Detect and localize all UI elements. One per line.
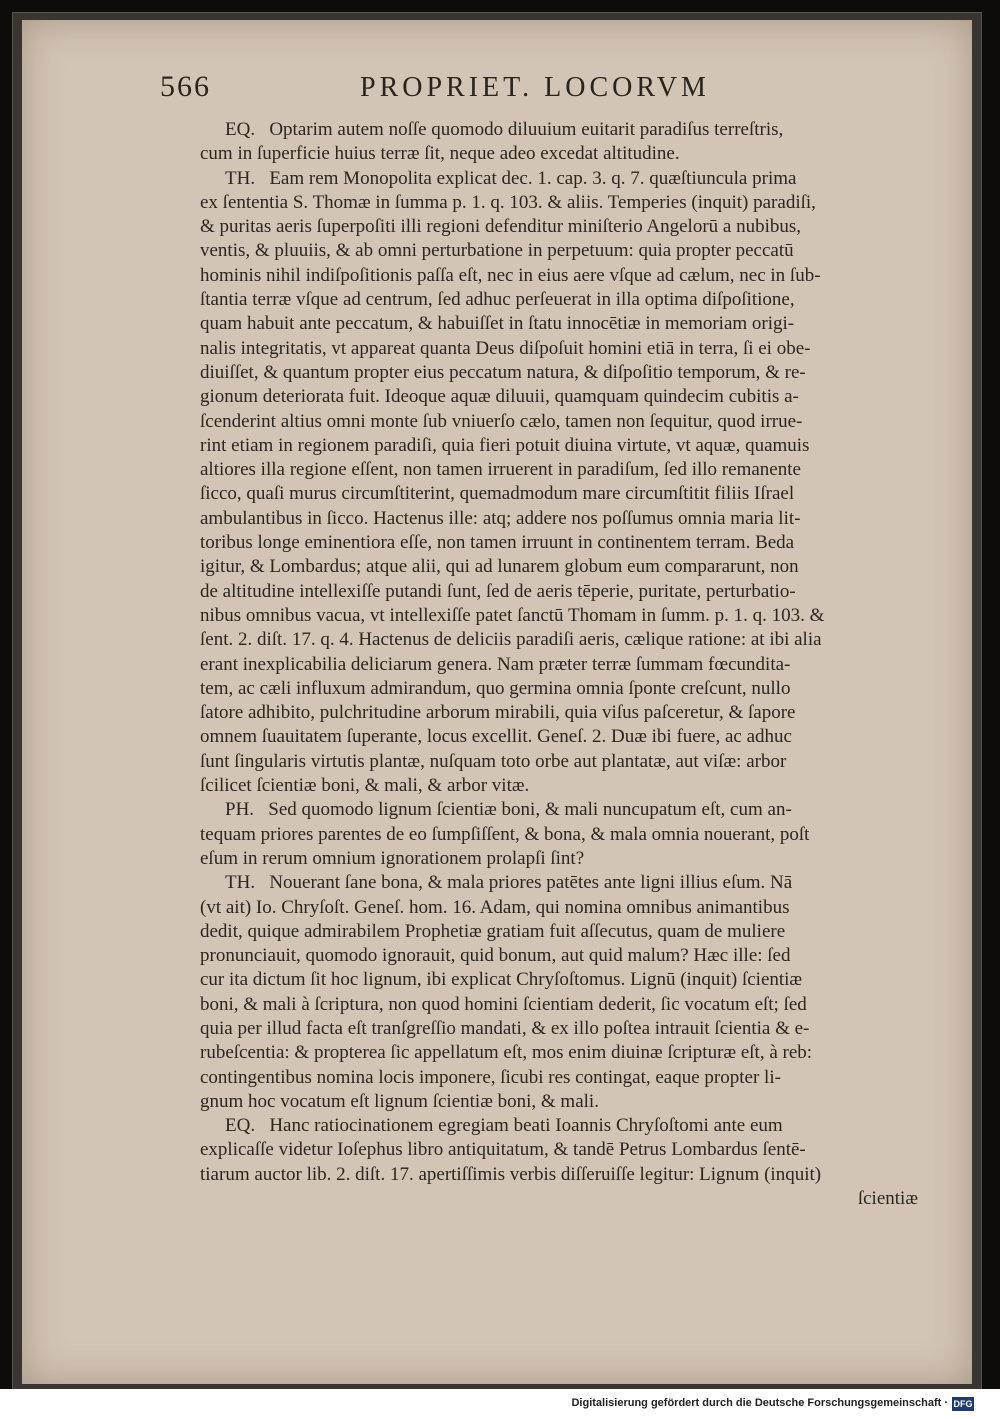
page-header [160, 70, 820, 110]
text-line: PH. Sed quomodo lignum ſcientiæ boni, & mali nuncupatum eſt, cum an- [225, 799, 792, 821]
text-line: cur ita dictum ſit hoc lignum, ibi explicat Chryſoſtomus. Lignū (inquit) ſcientiæ [200, 969, 803, 991]
body-text [200, 118, 920, 1211]
dfg-logo: DFG [953, 1399, 973, 1409]
text-line: nibus omnibus vacua, vt intellexiſſe patet ſanctū Thomam in ſumm. p. 1. q. 103. & [200, 604, 825, 626]
text-line: (vt ait) Io. Chryſoſt. Geneſ. hom. 16. Adam, qui nomina omnibus animantibus [200, 896, 790, 918]
text-line: igitur, & Lombardus; atque alii, qui ad lunarem globum eum compararunt, non [200, 556, 799, 578]
text-line: & puritas aeris ſuperpoſiti illi regioni defenditur miniſterio Angelorū a nubibus, [200, 216, 802, 238]
text-line: rubeſcentia: & propterea ſic appellatum eſt, mos enim diuinæ ſcripturæ eſt, à reb: [200, 1042, 813, 1064]
text-line: de altitudine intellexiſſe putandi ſunt, ſed de aeris tēperie, puritate, perturbatio- [200, 580, 796, 602]
text-line: EQ. Optarim autem noſſe quomodo diluuium euitarit paradiſus terreſtris, [225, 119, 784, 140]
text-line: ſcenderint altius omni monte ſub vniuerſo cælo, tamen non ſequitur, quod irrue- [200, 410, 803, 432]
text-line: ſicco, quaſi murus circumſtiterint, quemadmodum mare circumſtitit filiis Iſrael [200, 483, 795, 505]
text-line: boni, & mali à ſcriptura, non quod homini ſcientiam dederit, ſic vocatum eſt; ſed [200, 993, 807, 1015]
text-line: quam habuit ante peccatum, & habuiſſet in ſtatu innocētiæ in memoriam origi- [200, 313, 795, 335]
text-line: gionum deteriorata fuit. Ideoque aquæ diluuii, quamquam quindecim cubitis a- [200, 386, 799, 408]
text-line: hominis nihil indiſpoſitionis paſſa eſt, nec in eius aere vſque ad cælum, nec in ſub- [200, 264, 821, 286]
text-line: ex ſententia S. Thomæ in ſumma p. 1. q. 103. & aliis. Temperies (inquit) paradiſi, [200, 191, 816, 213]
text-line: diuiſſet, & quantum propter eius peccatum natura, & diſpoſitio temporum, & re- [200, 361, 806, 383]
text-line: ſunt ſingularis virtutis plantæ, nuſquam toto orbe aut plantatæ, aut viſæ: arbor [200, 750, 787, 772]
text-line: tiarum auctor lib. 2. diſt. 17. apertiſſimis verbis diſſeruiſſe legitur: Lignum (inquit) [200, 1163, 822, 1185]
text-line: cum in ſuperficie huius terræ ſit, neque adeo excedat altitudine. [200, 143, 680, 165]
text-line: ſcilicet ſcientiæ boni, & mali, & arbor vitæ. [200, 775, 530, 797]
text-line: ventis, & pluuiis, & ab omni perturbatione in perpetuum: quia propter peccatū [200, 240, 794, 262]
text-line: ſatore adhibito, pulchritudine arborum mirabili, quia viſus paſceretur, & ſapore [200, 702, 796, 724]
text-line: tequam priores parentes de eo ſumpſiſſent, & bona, & mala omnia nouerant, poſt [200, 823, 810, 845]
digitization-footer [0, 1389, 1000, 1419]
text-line: quia per illud facta eſt tranſgreſſio mandati, & ex illo poſtea intrauit ſcientia & e- [200, 1017, 810, 1039]
text-line: tem, ac cæli influxum admirandum, quo germina omnia ſponte creſcunt, nullo [200, 677, 791, 699]
text-line: TH. Nouerant ſane bona, & mala priores patētes ante ligni illius eſum. Nā [225, 872, 793, 894]
text-line: rint etiam in regionem paradiſi, quia fieri potuit diuina virtute, vt aquæ, quamuis [200, 434, 810, 456]
text-line: explicaſſe videtur Ioſephus libro antiquitatum, & tandē Petrus Lombardus ſentē- [200, 1139, 806, 1161]
text-line: nalis integritatis, vt appareat quanta Deus diſpoſuit homini etiā in terra, ſi ei obe- [200, 337, 811, 359]
catchword: ſcientiæ [857, 1188, 918, 1210]
text-line: ambulantibus in ſicco. Hactenus ille: atq; addere nos poſſumus omnia maria lit- [200, 507, 801, 529]
text-line: omnem ſuauitatem ſuperante, locus excellit. Geneſ. 2. Duæ ibi fuere, ac adhuc [200, 726, 792, 748]
text-line: toribus longe eminentiora eſſe, non tamen irruunt in continentem terram. Beda [200, 532, 795, 554]
text-line: TH. Eam rem Monopolita explicat dec. 1. cap. 3. q. 7. quæſtiuncula prima [225, 167, 797, 189]
footer-credit: Digitalisierung gefördert durch die Deutsche Forschungsgemeinschaft · [571, 1397, 948, 1409]
text-line: eſum in rerum omnium ignorationem prolapſi ſint? [200, 847, 585, 869]
text-line: dedit, quique admirabilem Prophetiæ gratiam fuit aſſecutus, quam de muliere [200, 920, 786, 942]
text-line: ſtantia terræ vſque ad centrum, ſed adhuc perſeuerat in illa optima diſpoſitione, [200, 289, 795, 311]
running-title: PROPRIET. LOCORVM [360, 72, 710, 103]
text-line: EQ. Hanc ratiocinationem egregiam beati Ioannis Chryſoſtomi ante eum [225, 1115, 783, 1137]
text-line: erant inexplicabilia deliciarum genera. Nam præter terræ ſummam fœcundita- [200, 653, 791, 675]
text-line: gnum hoc vocatum eſt lignum ſcientiæ boni, & mali. [200, 1090, 599, 1112]
text-line: contingentibus nomina locis imponere, ſicubi res contingat, eaque propter li- [200, 1066, 781, 1088]
text-line: altiores illa regione eſſent, non tamen irruerent in paradiſum, ſed illo remanente [200, 459, 801, 481]
text-line: ſent. 2. diſt. 17. q. 4. Hactenus de deliciis paradiſi aeris, cælique ratione: at ibi alia [200, 629, 822, 651]
text-line: pronunciauit, quomodo ignorauit, quid bonum, aut quid malum? Hæc ille: ſed [200, 945, 791, 967]
page-number: 566 [160, 70, 211, 103]
